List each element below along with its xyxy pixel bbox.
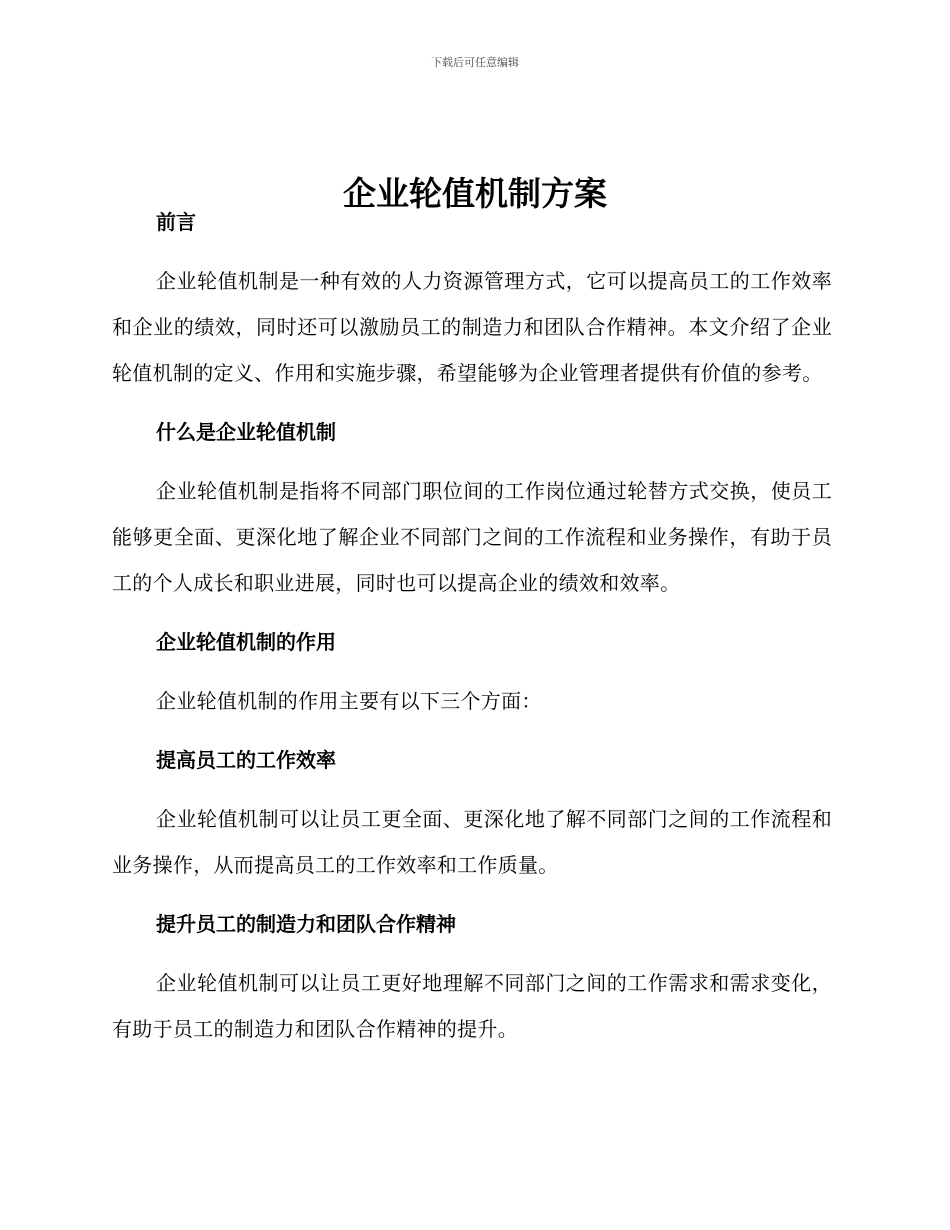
section-preface bbox=[112, 202, 832, 396]
section-heading: 提高员工的工作效率 bbox=[156, 748, 336, 772]
section-paragraph: 企业轮值机制是指将不同部门职位间的工作岗位通过轮替方式交换，使员工能够更全面、更深化地了解企业不同部门之间的工作流程和业务操作，有助于员工的个人成长和职业进展，同时也可以提高企业的绩效和效率。 bbox=[112, 479, 832, 595]
section-heading: 提升员工的制造力和团队合作精神 bbox=[156, 912, 456, 936]
section-role bbox=[112, 622, 832, 724]
header-note: 下载后可任意编辑 bbox=[431, 56, 519, 69]
document-title: 企业轮值机制方案 bbox=[343, 174, 607, 214]
section-teamwork bbox=[112, 904, 832, 1052]
document-body bbox=[112, 202, 832, 1068]
section-efficiency bbox=[112, 740, 832, 888]
section-paragraph: 企业轮值机制是一种有效的人力资源管理方式，它可以提高员工的工作效率和企业的绩效，同时还可以激励员工的制造力和团队合作精神。本文介绍了企业轮值机制的定义、作用和实施步骤，希望能够为企业管理者提供有价值的参考。 bbox=[112, 269, 832, 385]
section-paragraph: 企业轮值机制可以让员工更全面、更深化地了解不同部门之间的工作流程和业务操作，从而提高员工的工作效率和工作质量。 bbox=[112, 807, 832, 877]
section-heading: 企业轮值机制的作用 bbox=[156, 630, 336, 654]
section-heading: 前言 bbox=[156, 210, 196, 234]
section-heading: 什么是企业轮值机制 bbox=[156, 420, 336, 444]
section-definition bbox=[112, 412, 832, 606]
section-paragraph: 企业轮值机制的作用主要有以下三个方面： bbox=[156, 689, 542, 713]
section-paragraph: 企业轮值机制可以让员工更好地理解不同部门之间的工作需求和需求变化，有助于员工的制造力和团队合作精神的提升。 bbox=[112, 971, 832, 1041]
